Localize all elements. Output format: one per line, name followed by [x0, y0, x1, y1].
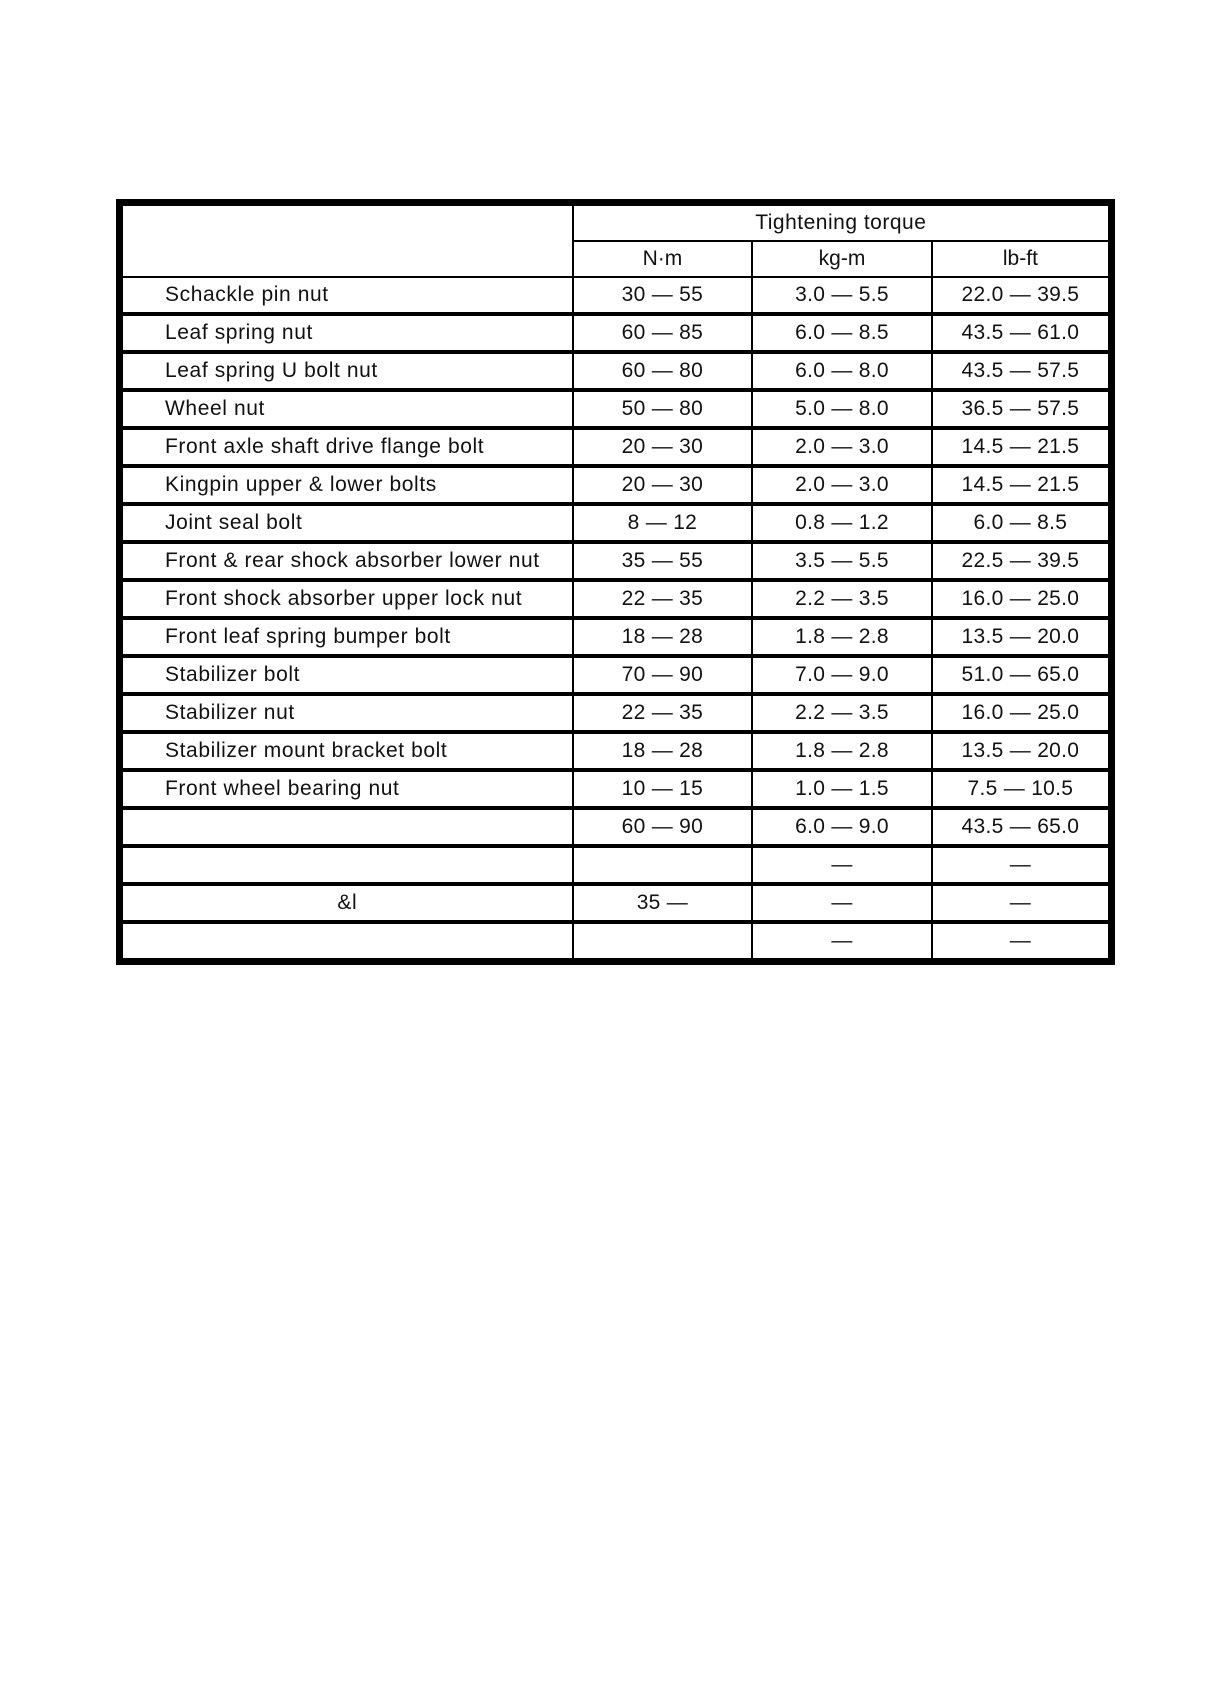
table-row	[120, 542, 1112, 580]
item-name-cell: Stabilizer bolt	[120, 656, 573, 694]
torque-kgm-cell: 2.2 — 3.5	[752, 694, 932, 732]
torque-lbft-cell: 13.5 — 20.0	[932, 732, 1112, 770]
item-name-cell: Stabilizer mount bracket bolt	[120, 732, 573, 770]
torque-kgm-cell: 1.8 — 2.8	[752, 618, 932, 656]
table-row	[120, 846, 1112, 884]
torque-kgm-cell: 7.0 — 9.0	[752, 656, 932, 694]
torque-nm-cell: 8 — 12	[573, 504, 753, 542]
torque-lbft-cell: 14.5 — 21.5	[932, 466, 1112, 504]
unit-header-nm: N·m	[573, 241, 753, 277]
torque-kgm-cell: 3.0 — 5.5	[752, 277, 932, 314]
table-row	[120, 314, 1112, 352]
torque-nm-cell: 20 — 30	[573, 466, 753, 504]
torque-lbft-cell: 22.0 — 39.5	[932, 277, 1112, 314]
torque-nm-cell: 30 — 55	[573, 277, 753, 314]
torque-lbft-cell: —	[932, 884, 1112, 922]
torque-lbft-cell: 7.5 — 10.5	[932, 770, 1112, 808]
torque-kgm-cell: 3.5 — 5.5	[752, 542, 932, 580]
unit-header-kgm: kg-m	[752, 241, 932, 277]
torque-kgm-cell: —	[752, 846, 932, 884]
item-name-cell: Leaf spring nut	[120, 314, 573, 352]
table-row	[120, 277, 1112, 314]
table-row	[120, 694, 1112, 732]
torque-lbft-cell: 14.5 — 21.5	[932, 428, 1112, 466]
table-row	[120, 428, 1112, 466]
torque-kgm-cell: 6.0 — 8.0	[752, 352, 932, 390]
torque-lbft-cell: 13.5 — 20.0	[932, 618, 1112, 656]
header-row-group	[120, 203, 1112, 242]
torque-kgm-cell: 2.2 — 3.5	[752, 580, 932, 618]
table-row	[120, 352, 1112, 390]
table-row	[120, 808, 1112, 846]
item-name-cell: Front wheel bearing nut	[120, 770, 573, 808]
item-name-cell: Leaf spring U bolt nut	[120, 352, 573, 390]
torque-lbft-cell: 36.5 — 57.5	[932, 390, 1112, 428]
item-name-cell: Kingpin upper & lower bolts	[120, 466, 573, 504]
item-name-cell: Front shock absorber upper lock nut	[120, 580, 573, 618]
item-name-cell: Stabilizer nut	[120, 694, 573, 732]
torque-nm-cell: 18 — 28	[573, 618, 753, 656]
torque-nm-cell: 35 —	[573, 884, 753, 922]
table-row	[120, 732, 1112, 770]
torque-nm-cell	[573, 846, 753, 884]
item-name-cell: Wheel nut	[120, 390, 573, 428]
torque-lbft-cell: 43.5 — 61.0	[932, 314, 1112, 352]
item-name-cell	[120, 846, 573, 884]
torque-kgm-cell: 6.0 — 9.0	[752, 808, 932, 846]
torque-nm-cell: 10 — 15	[573, 770, 753, 808]
torque-kgm-cell: 2.0 — 3.0	[752, 466, 932, 504]
torque-nm-cell: 60 — 80	[573, 352, 753, 390]
torque-kgm-cell: 0.8 — 1.2	[752, 504, 932, 542]
table-row	[120, 770, 1112, 808]
torque-nm-cell: 18 — 28	[573, 732, 753, 770]
table-row	[120, 466, 1112, 504]
torque-nm-cell: 60 — 85	[573, 314, 753, 352]
item-name-cell: Schackle pin nut	[120, 277, 573, 314]
torque-lbft-cell: 43.5 — 65.0	[932, 808, 1112, 846]
torque-kgm-cell: 6.0 — 8.5	[752, 314, 932, 352]
torque-nm-cell: 60 — 90	[573, 808, 753, 846]
table-row	[120, 656, 1112, 694]
table-row	[120, 504, 1112, 542]
item-name-cell: Front leaf spring bumper bolt	[120, 618, 573, 656]
torque-kgm-cell: —	[752, 922, 932, 962]
torque-nm-cell: 22 — 35	[573, 580, 753, 618]
torque-kgm-cell: 5.0 — 8.0	[752, 390, 932, 428]
table-row	[120, 922, 1112, 962]
item-name-cell	[120, 922, 573, 962]
item-name-cell: Front & rear shock absorber lower nut	[120, 542, 573, 580]
table-body	[120, 277, 1112, 962]
table-row	[120, 580, 1112, 618]
torque-nm-cell: 70 — 90	[573, 656, 753, 694]
item-header-cell	[120, 203, 573, 278]
torque-lbft-cell: 43.5 — 57.5	[932, 352, 1112, 390]
torque-lbft-cell: 16.0 — 25.0	[932, 694, 1112, 732]
torque-lbft-cell: 6.0 — 8.5	[932, 504, 1112, 542]
torque-kgm-cell: —	[752, 884, 932, 922]
item-name-cell	[120, 808, 573, 846]
torque-lbft-cell: 51.0 — 65.0	[932, 656, 1112, 694]
item-name-cell: Front axle shaft drive flange bolt	[120, 428, 573, 466]
torque-nm-cell: 22 — 35	[573, 694, 753, 732]
torque-lbft-cell: —	[932, 922, 1112, 962]
torque-kgm-cell: 1.0 — 1.5	[752, 770, 932, 808]
torque-nm-cell: 50 — 80	[573, 390, 753, 428]
table-row	[120, 390, 1112, 428]
torque-lbft-cell: 16.0 — 25.0	[932, 580, 1112, 618]
torque-kgm-cell: 2.0 — 3.0	[752, 428, 932, 466]
table-row	[120, 618, 1112, 656]
torque-lbft-cell: —	[932, 846, 1112, 884]
torque-nm-cell: 20 — 30	[573, 428, 753, 466]
tightening-torque-header: Tightening torque	[573, 203, 1112, 242]
table-header	[120, 203, 1112, 278]
torque-kgm-cell: 1.8 — 2.8	[752, 732, 932, 770]
tightening-torque-table	[116, 199, 1115, 965]
torque-nm-cell	[573, 922, 753, 962]
item-name-cell: Joint seal bolt	[120, 504, 573, 542]
torque-lbft-cell: 22.5 — 39.5	[932, 542, 1112, 580]
unit-header-lbft: lb-ft	[932, 241, 1112, 277]
item-name-cell: &l	[120, 884, 573, 922]
table-row	[120, 884, 1112, 922]
torque-nm-cell: 35 — 55	[573, 542, 753, 580]
